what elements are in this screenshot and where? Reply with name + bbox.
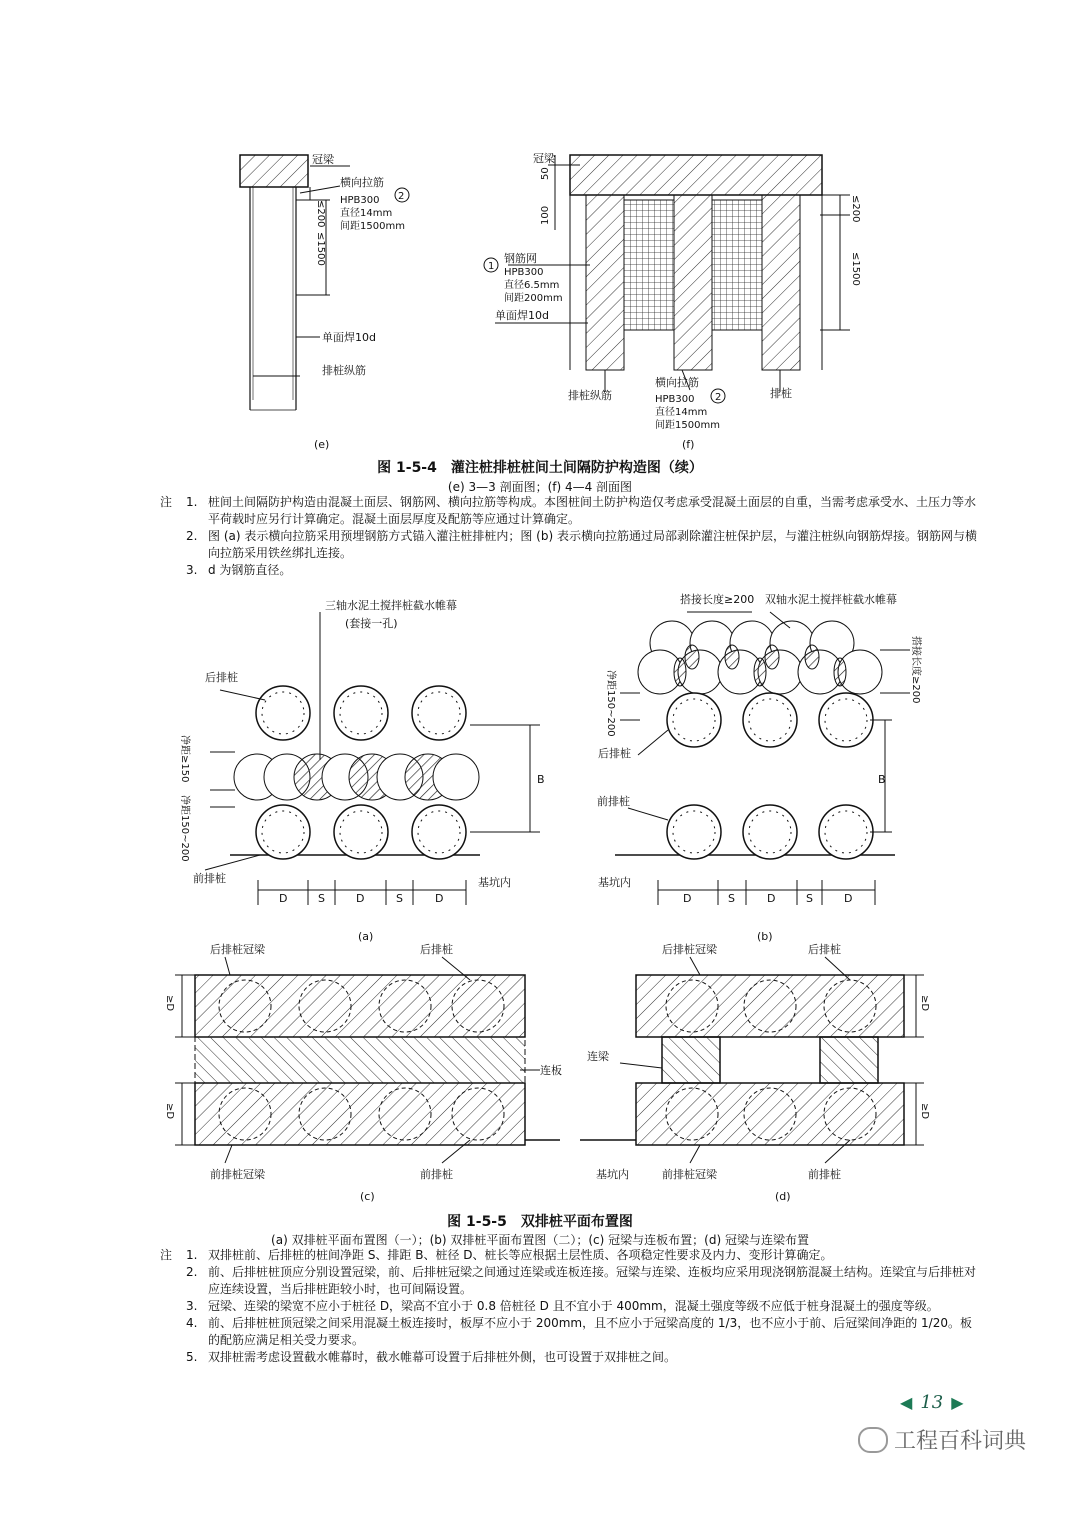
notes-head: 注 [160, 495, 173, 509]
f-pile-label: 排桩 [770, 387, 792, 400]
b-sub-label: (b) [757, 930, 773, 943]
d-back-pile-label: 后排桩 [808, 943, 841, 956]
f-mesh-num: 1 [488, 261, 495, 272]
d-sub-label: (d) [775, 1190, 791, 1203]
e-tie-spec-2: 间距1500mm [340, 221, 405, 232]
pile-f-2 [674, 195, 712, 370]
d-link-beam-2 [820, 1037, 878, 1083]
b-dim-3: S [806, 892, 813, 905]
c-front-pile-label: 前排桩 [420, 1168, 453, 1181]
e-dim-1500: ≤1500 [315, 232, 326, 266]
e-crown-beam-label: 冠梁 [312, 153, 334, 166]
c-slab-label: 连板 [540, 1064, 562, 1077]
b-gap-label: 净距150~200 [605, 670, 616, 737]
prev-page-icon[interactable]: ◀ [900, 1393, 913, 1412]
crown-beam-e [240, 155, 308, 187]
c-sub-label: (c) [360, 1190, 375, 1203]
wechat-icon [858, 1427, 888, 1453]
f-tie-spec-2: 间距1500mm [655, 420, 720, 431]
c-back-beam-label: 后排桩冠梁 [210, 943, 265, 956]
a-B-label: B [537, 773, 545, 786]
b-lap1-label: 搭接长度≥200 [680, 593, 755, 606]
a-dim-3: S [396, 892, 403, 905]
a-dim-4: D [435, 892, 444, 905]
f-crown-beam-label: 冠梁 [533, 152, 555, 165]
note-item: 4. 前、后排桩桩顶冠梁之间采用混凝土板连接时，板厚不应小于 200mm，且不应小于冠梁高度的 1/3，也不应小于前、后冠梁间净距的 1/20。板的配筋应满足相关受力要求。 [186, 1316, 972, 1347]
next-page-icon[interactable]: ▶ [951, 1393, 964, 1412]
notes-head: 注 [160, 1248, 173, 1262]
a-curtain-label: 三轴水泥土搅拌桩截水帷幕 [325, 599, 457, 612]
f-mesh-label: 钢筋网 [504, 252, 537, 265]
figure-b [597, 592, 923, 943]
a-gap1-label: 净距≥150 [179, 735, 190, 783]
c-back-beam [195, 975, 525, 1037]
f-tie-num: 2 [715, 392, 722, 403]
f-long-bar-label: 排桩纵筋 [568, 389, 612, 402]
b-pit-label: 基坑内 [598, 876, 631, 889]
b-dim-1: S [728, 892, 735, 905]
crown-beam-f [570, 155, 822, 195]
fig155-title: 图 1-5-5 双排桩平面布置图 [447, 1214, 633, 1230]
watermark-text: 工程百科词典 [894, 1429, 1027, 1454]
a-curtain-note: (套接一孔) [345, 617, 398, 630]
d-link-beam-label: 连梁 [587, 1050, 609, 1063]
page-number [900, 1392, 964, 1413]
f-dim-100: 100 [540, 205, 551, 225]
fig155-subtitle: (a) 双排桩平面布置图（一）；(b) 双排桩平面布置图（二）；(c) 冠梁与连板布置；(d) 冠梁与连梁布置 [271, 1233, 809, 1247]
fig154-title: 图 1-5-4 灌注桩排桩桩间土间隔防护构造图（续） [377, 460, 703, 476]
f-tie-bar-label: 横向拉筋 [655, 376, 699, 389]
f-dim-50: 50 [540, 167, 551, 180]
fig155-notes [160, 1247, 980, 1366]
e-long-bar-label: 排桩纵筋 [322, 364, 366, 377]
c-front-beam-label: 前排桩冠梁 [210, 1168, 265, 1181]
d-geD-bottom: ≥D [919, 1103, 930, 1120]
pile-f-1 [586, 195, 624, 370]
mesh-f-1 [624, 200, 674, 330]
b-dim-0: D [683, 892, 692, 905]
d-geD-top: ≥D [919, 995, 930, 1012]
note-item: 注 1. 双排桩前、后排桩的桩间净距 S、排距 B、桩径 D、桩长等应根据土层性质、各项稳定性要求及内力、变形计算确定。 [160, 1248, 833, 1262]
d-front-pile-label: 前排桩 [808, 1168, 841, 1181]
fig154-subtitle: (e) 3—3 剖面图；(f) 4—4 剖面图 [447, 480, 633, 494]
note-item: 2. 前、后排桩桩顶应分别设置冠梁，前、后排桩冠梁之间通过连梁或连板连接。冠梁与连梁、连板均应采用现浇钢筋混凝土结构。连梁宜与后排桩对应连续设置，当后排桩距较小时，也可间隔设置。 [186, 1265, 977, 1296]
f-dim-200: ≤200 [850, 195, 861, 223]
c-front-beam [195, 1083, 525, 1145]
c-geD-top: ≥D [164, 995, 175, 1012]
d-back-beam-label: 后排桩冠梁 [662, 943, 717, 956]
a-pit-label: 基坑内 [478, 876, 511, 889]
a-dim-1: S [318, 892, 325, 905]
c-geD-bottom: ≥D [164, 1103, 175, 1120]
watermark [858, 1424, 1026, 1455]
e-tie-num: 2 [398, 191, 405, 202]
f-mesh-spec-2: 间距200mm [504, 293, 563, 304]
f-weld-label: 单面焊10d [495, 309, 549, 322]
b-dim-4: D [844, 892, 853, 905]
c-back-pile-label: 后排桩 [420, 943, 453, 956]
note-item: 注 1. 桩间土间隔防护构造由混凝土面层、钢筋网、横向拉筋等构成。本图桩间土防护构造仅考虑承受混凝土面层的自重，当需考虑承受水、土压力等水平荷载时应另行计算确定。混凝土面层厚度及配筋等应通过计算确定。 [160, 495, 977, 526]
figure-e [240, 152, 409, 451]
d-link-beam-1 [662, 1037, 720, 1083]
f-tie-spec-0: HPB300 [655, 394, 695, 405]
a-front-pile-label: 前排桩 [193, 872, 226, 885]
figure-d [580, 942, 930, 1203]
figure-a [179, 598, 545, 943]
b-front-pile-label: 前排桩 [597, 795, 630, 808]
e-tie-spec-1: 直径14mm [340, 208, 393, 219]
b-B-label: B [878, 773, 886, 786]
f-sub-label: (f) [682, 438, 695, 451]
a-gap2-label: 净距150~200 [179, 795, 190, 862]
b-back-pile-label: 后排桩 [598, 747, 631, 760]
e-sub-label: (e) [314, 438, 330, 451]
c-slab [195, 1037, 525, 1083]
d-front-beam-label: 前排桩冠梁 [662, 1168, 717, 1181]
e-tie-spec-0: HPB300 [340, 195, 380, 206]
page-number-text: 13 [920, 1392, 944, 1413]
b-dim-2: D [767, 892, 776, 905]
a-dim-2: D [356, 892, 365, 905]
mesh-f-2 [712, 200, 762, 330]
f-mesh-spec-0: HPB300 [504, 267, 544, 278]
fig154-notes [160, 494, 980, 579]
a-dim-0: D [279, 892, 288, 905]
a-sub-label: (a) [358, 930, 374, 943]
e-dim-200: ≤200 [315, 200, 326, 228]
e-weld-label: 单面焊10d [322, 331, 376, 344]
d-pit-label: 基坑内 [596, 1168, 629, 1181]
e-tie-bar-label: 横向拉筋 [340, 176, 384, 189]
f-tie-spec-1: 直径14mm [655, 407, 708, 418]
note-item: 3. 冠梁、连梁的梁宽不应小于桩径 D，梁高不宜小于 0.8 倍桩径 D 且不宜小于 400mm，混凝土强度等级不应低于桩身混凝土的强度等级。 [186, 1299, 939, 1313]
note-item: 2. 图 (a) 表示横向拉筋采用预埋钢筋方式锚入灌注桩排桩内；图 (b) 表示横向拉筋通过局部剥除灌注桩保护层，与灌注桩纵向钢筋焊接。钢筋网与横向拉筋采用铁丝绑扎连接。 [186, 529, 977, 560]
pile-f-3 [762, 195, 800, 370]
note-item: 5. 双排桩需考虑设置截水帷幕时，截水帷幕可设置于后排桩外侧，也可设置于双排桩之间。 [186, 1350, 677, 1364]
note-item: 3. d 为钢筋直径。 [186, 563, 292, 577]
b-lap2-label: 搭接长度≥200 [910, 636, 921, 704]
f-mesh-spec-1: 直径6.5mm [504, 280, 560, 291]
f-dim-1500: ≤1500 [850, 252, 861, 286]
figure-c [164, 942, 562, 1203]
figure-f [484, 151, 861, 451]
a-back-pile-label: 后排桩 [205, 671, 238, 684]
b-curtain-label: 双轴水泥土搅拌桩截水帷幕 [765, 593, 897, 606]
